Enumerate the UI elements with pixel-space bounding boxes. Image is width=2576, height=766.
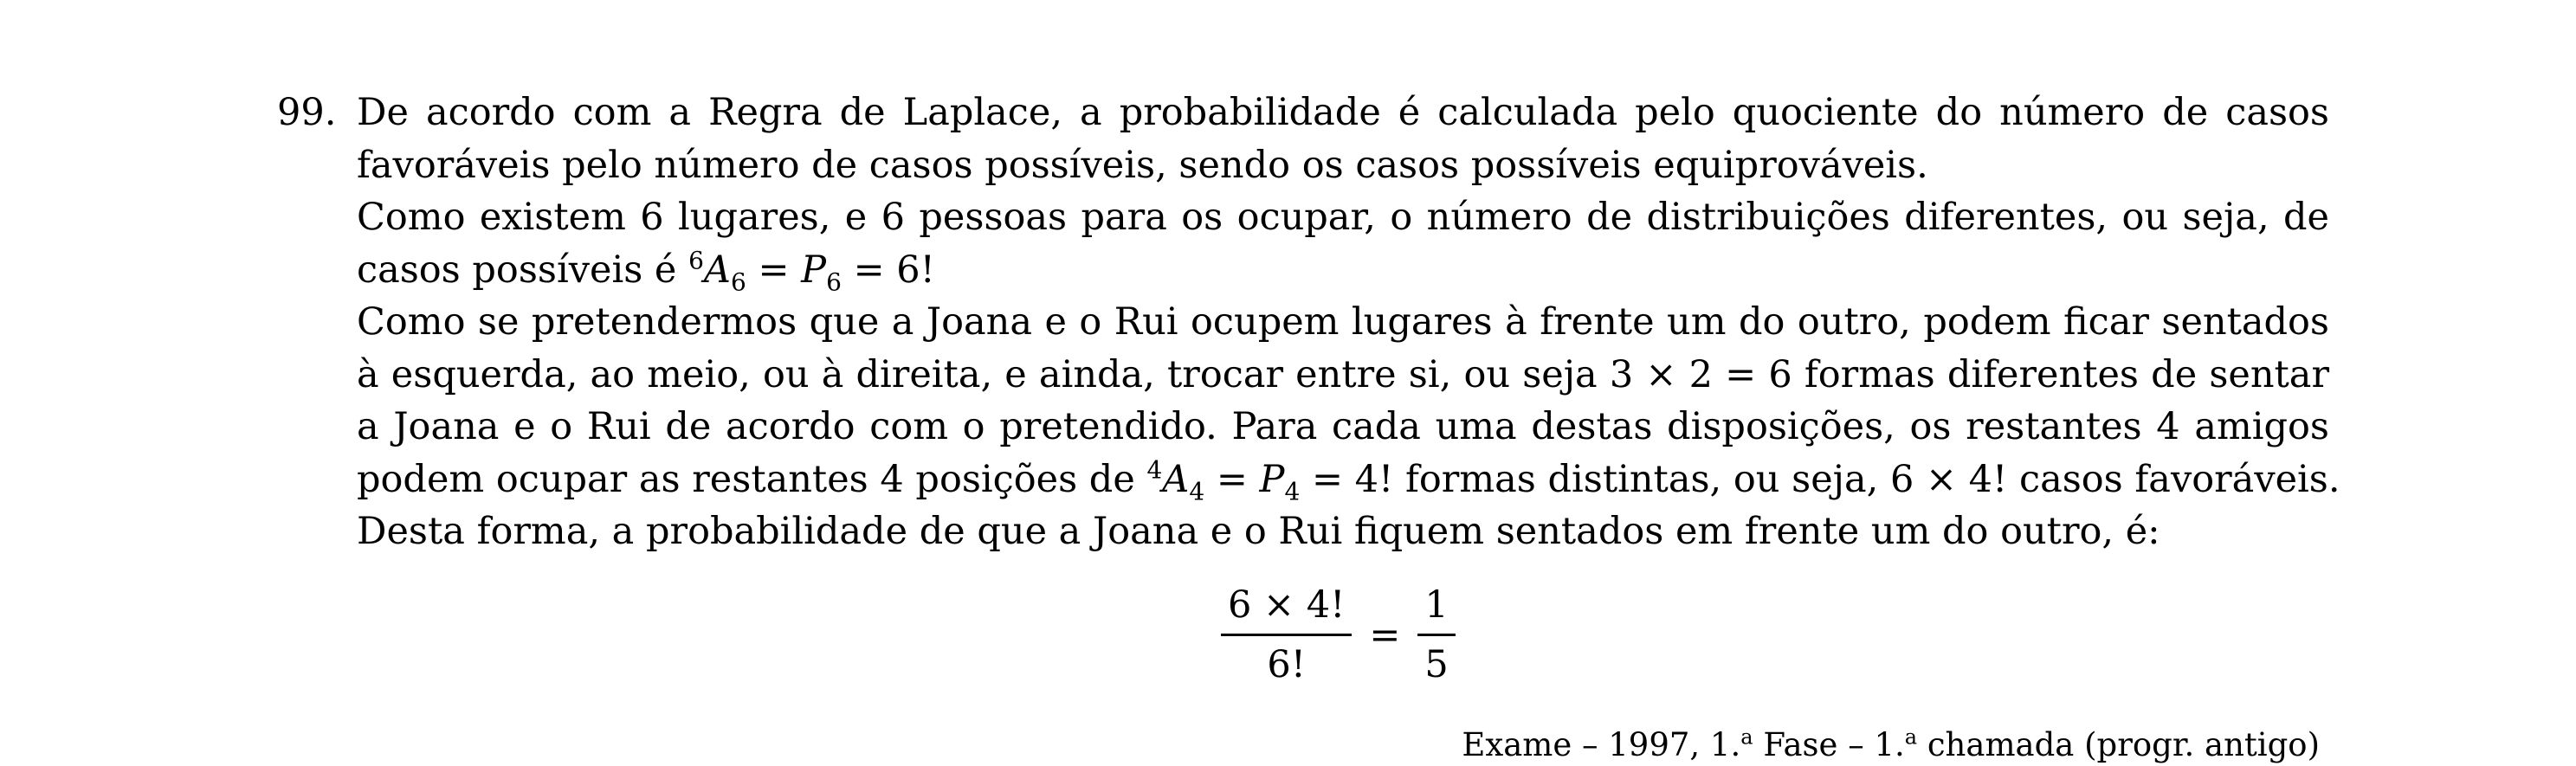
fraction-result xyxy=(1417,585,1455,685)
equals-sign: = xyxy=(1369,613,1401,657)
ordinal-indicator: a xyxy=(1904,724,1918,750)
text-line: De acordo com a Regra de Laplace, a probabilidade é calculada pelo quociente do número de casos xyxy=(357,91,2329,134)
math-variable: A xyxy=(703,248,731,292)
math-subscript: 4 xyxy=(1284,477,1301,506)
text-line: à esquerda, ao meio, ou à direita, e ainda, trocar entre si, ou seja 3 × 2 = 6 formas diferentes de sentar xyxy=(357,352,2329,396)
text-line: a Joana e o Rui de acordo com o pretendido. Para cada uma destas disposições, os restantes 4 amigos xyxy=(357,405,2329,448)
math-superscript: 6 xyxy=(688,246,704,275)
math-variable: A xyxy=(1162,457,1190,501)
text-line-arrangements xyxy=(357,244,2329,297)
citation-fragment: Exame – 1997, 1. xyxy=(1462,726,1741,763)
math-subscript: 6 xyxy=(730,267,746,297)
text-fragment: casos possíveis é xyxy=(357,248,689,292)
text-line-arrangements xyxy=(357,454,2340,506)
math-variable: P xyxy=(1259,457,1285,501)
text-fragment: podem ocupar as restantes 4 posições de xyxy=(357,457,1147,501)
text-line: Como existem 6 lugares, e 6 pessoas para os ocupar, o número de distribuições diferentes, ou seja, de xyxy=(357,196,2329,239)
math-variable: P xyxy=(801,248,827,292)
math-operator: = xyxy=(1204,457,1260,501)
problem-solution-text xyxy=(357,87,2340,558)
text-line: Desta forma, a probabilidade de que a Joana e o Rui fiquem sentados em frente um do outro, é: xyxy=(357,510,2160,553)
probability-formula xyxy=(1212,585,1464,685)
fraction-numerator: 6 × 4! xyxy=(1221,585,1352,636)
fraction-left xyxy=(1221,585,1352,685)
math-superscript: 4 xyxy=(1146,455,1163,485)
text-fragment: = 4! formas distintas, ou seja, 6 × 4! casos favoráveis. xyxy=(1300,457,2340,501)
text-line: favoráveis pelo número de casos possíveis, sendo os casos possíveis equiprováveis. xyxy=(357,143,1928,187)
fraction-denominator: 6! xyxy=(1267,643,1306,686)
math-subscript: 6 xyxy=(826,267,842,297)
ordinal-indicator: a xyxy=(1740,724,1753,750)
text-fragment: = 6! xyxy=(841,248,935,292)
exam-source-citation xyxy=(1462,725,2320,765)
citation-fragment: chamada (progr. antigo) xyxy=(1917,726,2320,763)
math-operator: = xyxy=(746,248,802,292)
fraction-denominator: 5 xyxy=(1424,643,1449,686)
citation-fragment: Fase – 1. xyxy=(1753,726,1905,763)
math-subscript: 4 xyxy=(1189,477,1205,506)
fraction-numerator: 1 xyxy=(1417,585,1455,636)
text-line: Como se pretendermos que a Joana e o Rui ocupem lugares à frente um do outro, podem ficar sentados xyxy=(357,300,2329,344)
problem-number: 99. xyxy=(277,91,337,134)
